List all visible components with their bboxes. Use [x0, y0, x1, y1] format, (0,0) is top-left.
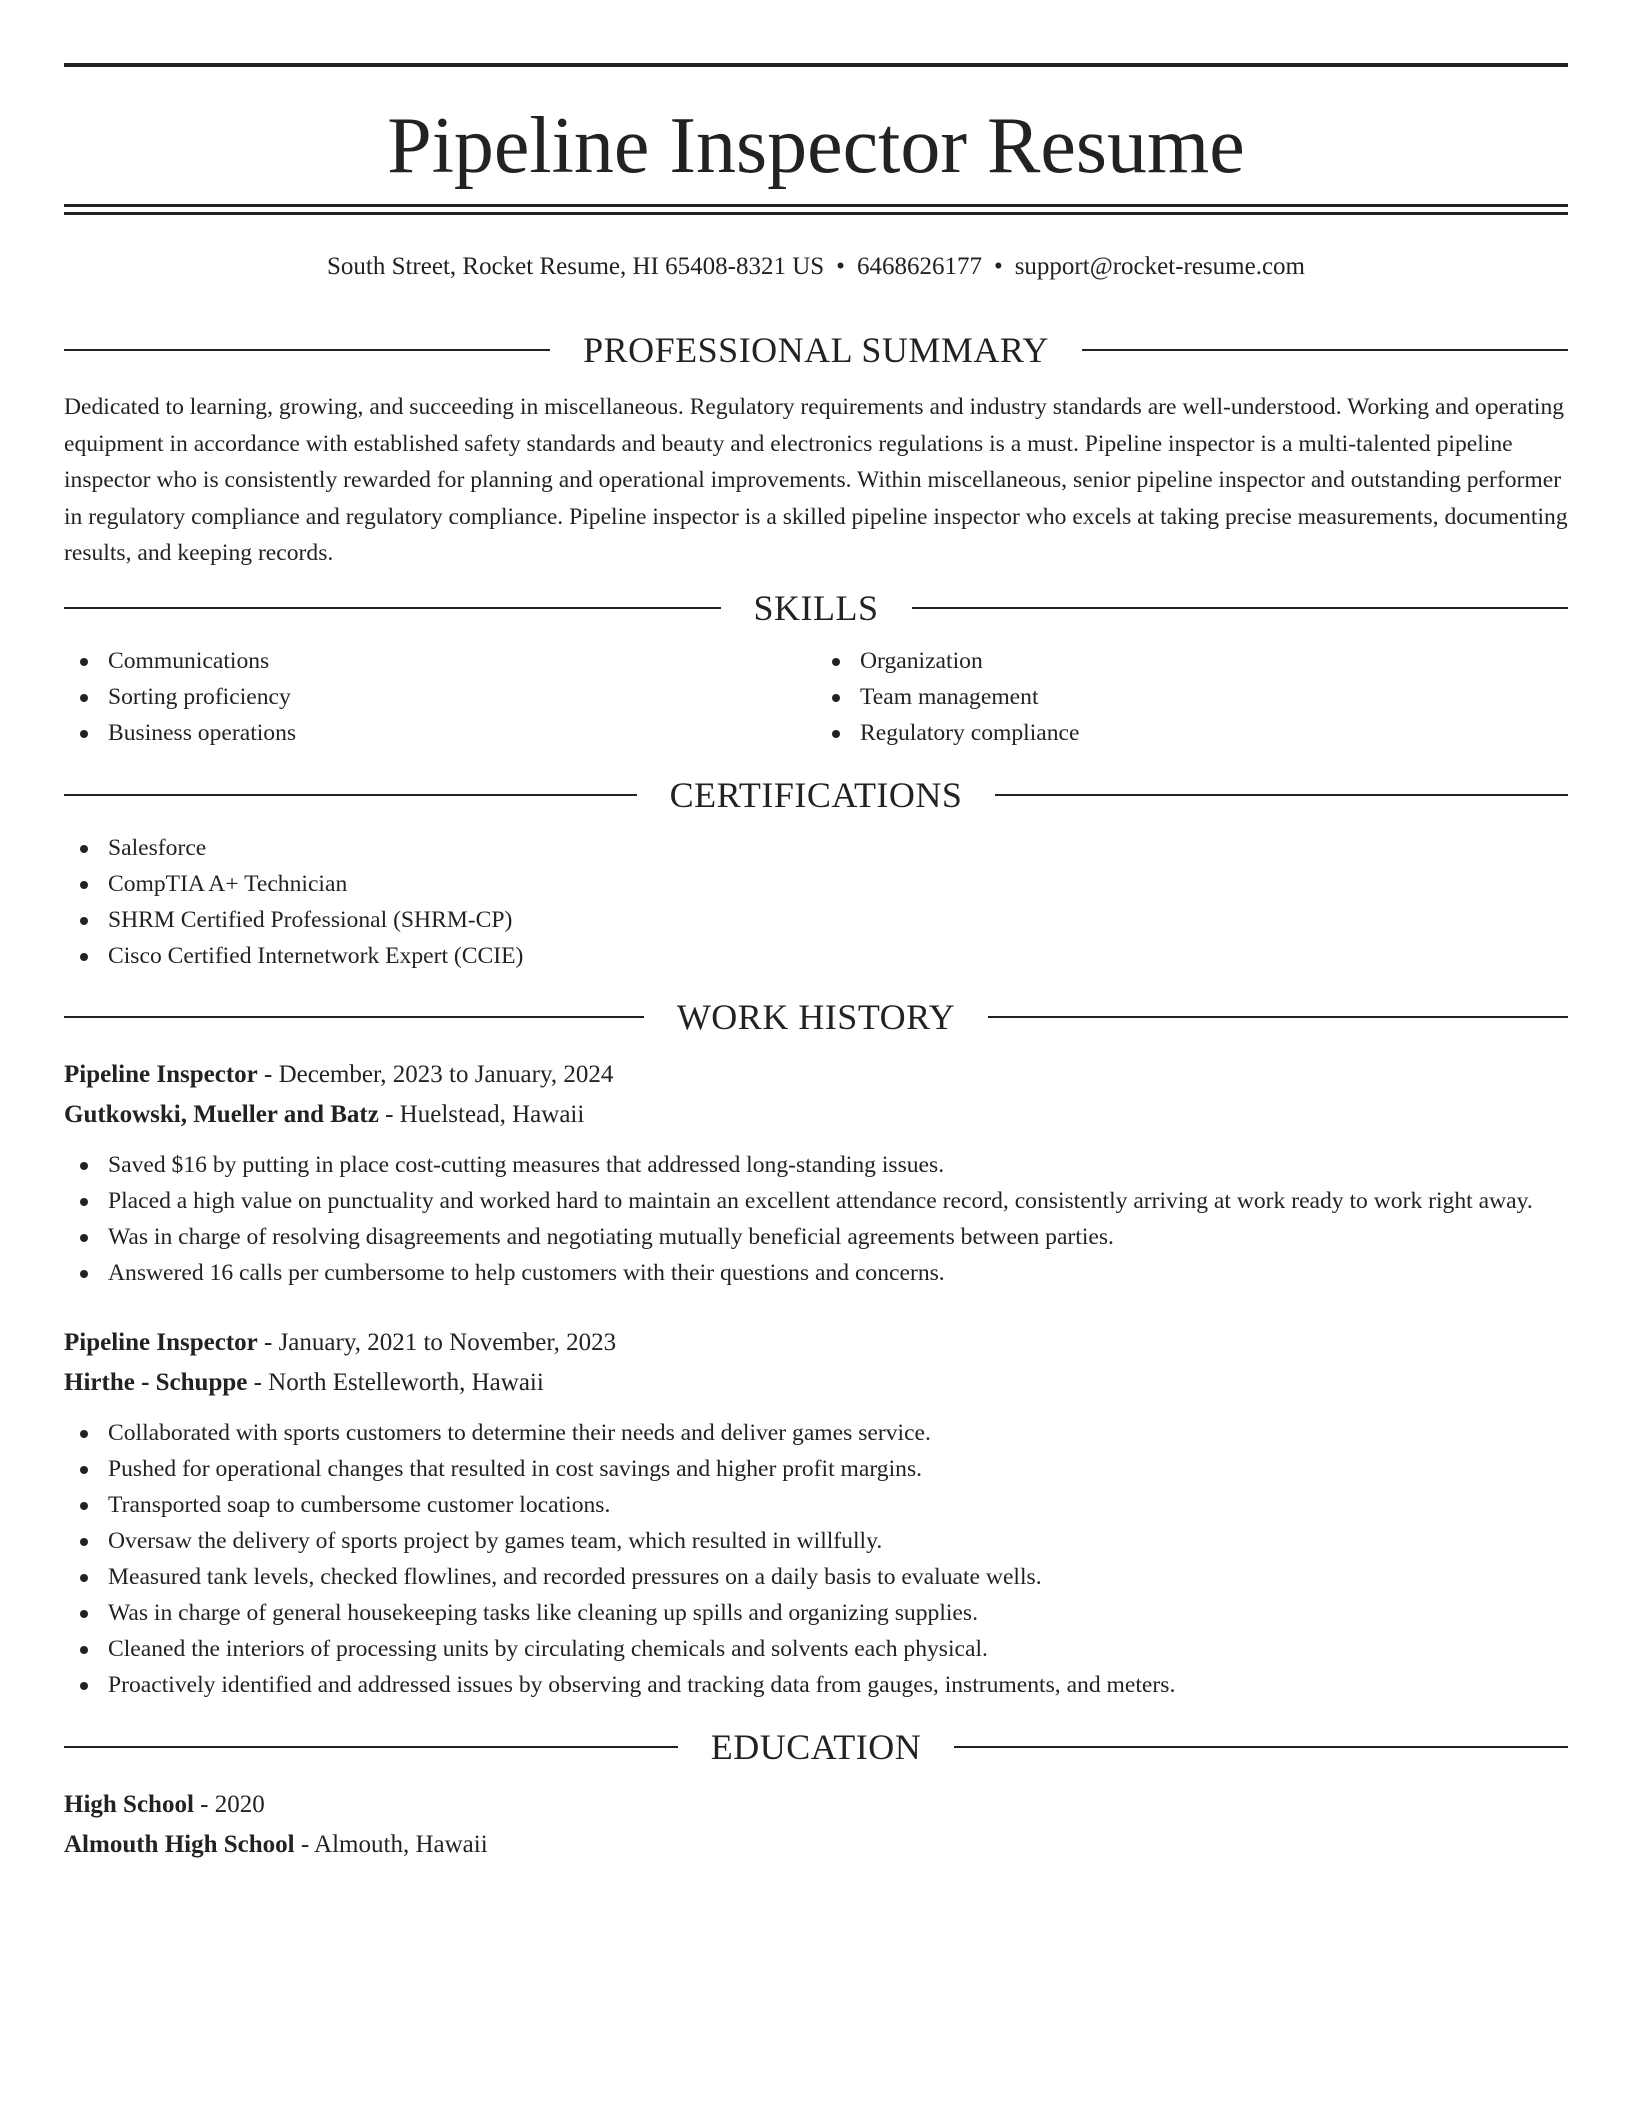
work-history-heading-label: WORK HISTORY: [676, 996, 956, 1037]
job-company-line: [64, 1095, 1568, 1135]
education-school: Almouth High School: [64, 1830, 295, 1858]
skill-item: Communications: [64, 643, 816, 679]
job-bullet: Was in charge of resolving disagreements and negotiating mutually beneficial agreements between parties.: [64, 1219, 1568, 1255]
skill-item: Team management: [816, 679, 1568, 715]
title-double-rule: [64, 204, 1568, 215]
certification-item: SHRM Certified Professional (SHRM-CP): [64, 902, 1568, 938]
certification-item: Salesforce: [64, 830, 1568, 866]
job-dates: - December, 2023 to January, 2024: [264, 1060, 614, 1088]
contact-line: [64, 252, 1568, 282]
job-location: - North Estelleworth, Hawaii: [253, 1368, 544, 1396]
work-history-heading: [64, 995, 1568, 1039]
certifications-list: [64, 830, 1568, 974]
contact-address: South Street, Rocket Resume, HI 65408-8321 US: [326, 253, 825, 280]
job-bullet: Cleaned the interiors of processing units by circulating chemicals and solvents each physical.: [64, 1631, 1568, 1667]
contact-separator: •: [993, 253, 1003, 280]
job-bullets: [64, 1147, 1568, 1291]
skills-heading: [64, 586, 1568, 630]
job-entry: [64, 1323, 1568, 1703]
contact-separator: •: [836, 253, 845, 280]
education-year: - 2020: [200, 1790, 265, 1818]
certifications-heading: [64, 773, 1568, 817]
job-bullet: Pushed for operational changes that resulted in cost savings and higher profit margins.: [64, 1451, 1568, 1487]
summary-text: Dedicated to learning, growing, and succeeding in miscellaneous. Regulatory requirements and industry standards are well-understood. Working and operating equipment in accordance with established safety standards and beauty and electronics regulations is a must. Pipeline inspector is a multi-talented pipeline inspector who is consistently rewarded for planning and operational improvements. Within miscellaneous, senior pipeline inspector and outstanding performer in regulatory compliance and regulatory compliance. Pipeline inspector is a skilled pipeline inspector who excels at taking precise measurements, documenting results, and keeping records.: [64, 394, 1568, 566]
education-degree-line: [64, 1785, 1568, 1825]
job-bullet: Collaborated with sports customers to determine their needs and deliver games service.: [64, 1415, 1568, 1451]
education-degree: High School: [64, 1790, 194, 1818]
certification-item: Cisco Certified Internetwork Expert (CCIE): [64, 938, 1568, 974]
education-entry: [64, 1785, 1568, 1865]
job-bullet: Measured tank levels, checked flowlines, and recorded pressures on a daily basis to evaluate wells.: [64, 1559, 1568, 1595]
job-location: - Huelstead, Hawaii: [385, 1100, 585, 1128]
top-rule: [64, 63, 1568, 67]
skill-item: Organization: [816, 643, 1568, 679]
job-entry: [64, 1055, 1568, 1291]
education-heading-label: EDUCATION: [710, 1726, 922, 1767]
job-bullet: Saved $16 by putting in place cost-cutting measures that addressed long-standing issues.: [64, 1147, 1568, 1183]
summary-heading: [64, 328, 1568, 372]
education-location: - Almouth, Hawaii: [300, 1830, 488, 1858]
job-company: Gutkowski, Mueller and Batz: [64, 1100, 379, 1128]
job-title-line: [64, 1323, 1568, 1363]
job-dates: - January, 2021 to November, 2023: [264, 1328, 617, 1356]
skills-heading-label: SKILLS: [753, 587, 879, 628]
skill-item: Sorting proficiency: [64, 679, 816, 715]
job-title: Pipeline Inspector: [64, 1060, 258, 1088]
summary-heading-label: PROFESSIONAL SUMMARY: [583, 330, 1049, 370]
certification-item: CompTIA A+ Technician: [64, 866, 1568, 902]
contact-phone: 6468626177: [856, 253, 982, 280]
skill-item: Regulatory compliance: [816, 715, 1568, 751]
job-bullet: Proactively identified and addressed issues by observing and tracking data from gauges, instruments, and meters.: [64, 1667, 1568, 1703]
skills-column-left: [64, 643, 816, 751]
job-bullet: Transported soap to cumbersome customer locations.: [64, 1487, 1568, 1523]
job-company-line: [64, 1363, 1568, 1403]
skills-column-right: [816, 643, 1568, 751]
education-heading: [64, 1725, 1568, 1769]
job-bullet: Was in charge of general housekeeping tasks like cleaning up spills and organizing supplies.: [64, 1595, 1568, 1631]
job-bullet: Answered 16 calls per cumbersome to help customers with their questions and concerns.: [64, 1255, 1568, 1291]
contact-email: support@rocket-resume.com: [1014, 253, 1305, 280]
job-bullet: Placed a high value on punctuality and worked hard to maintain an excellent attendance record, consistently arriving at work ready to work right away.: [64, 1183, 1568, 1219]
job-title: Pipeline Inspector: [64, 1328, 258, 1356]
job-bullets: [64, 1415, 1568, 1703]
page-title: Pipeline Inspector Resume: [387, 102, 1245, 190]
certifications-heading-label: CERTIFICATIONS: [669, 774, 963, 815]
education-school-line: [64, 1825, 1568, 1865]
skills-list: [64, 643, 1568, 751]
skill-item: Business operations: [64, 715, 816, 751]
job-bullet: Oversaw the delivery of sports project by games team, which resulted in willfully.: [64, 1523, 1568, 1559]
job-company: Hirthe - Schuppe: [64, 1368, 248, 1396]
job-title-line: [64, 1055, 1568, 1095]
